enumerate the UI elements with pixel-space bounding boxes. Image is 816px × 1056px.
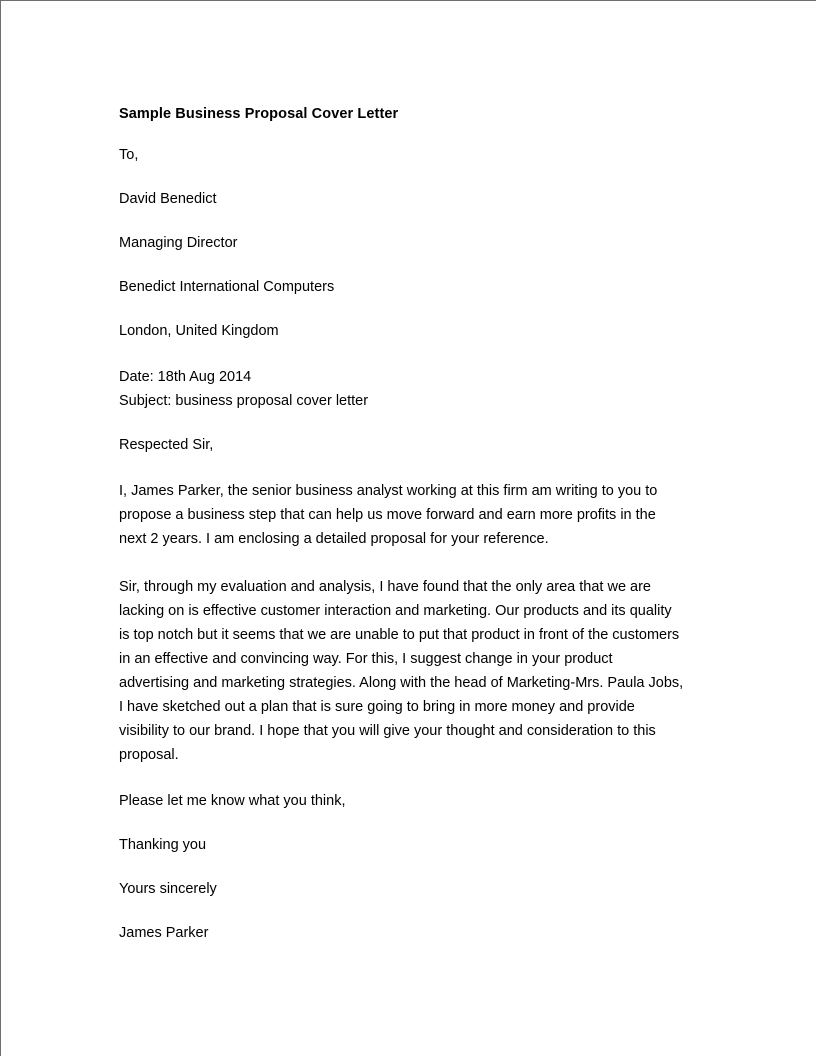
recipient-location: London, United Kingdom xyxy=(119,323,279,339)
recipient-company: Benedict International Computers xyxy=(119,279,335,295)
recipient-salutation: To, xyxy=(119,147,139,163)
letter-meta-block xyxy=(119,365,689,413)
subject-line: Subject: business proposal cover letter xyxy=(119,393,369,409)
body-paragraph-1: I, James Parker, the senior business analyst working at this firm am writing to you to propose a business step that can help us move forward and earn more profits in the next 2 years. I am enclosing a detailed proposal for your reference. xyxy=(119,483,658,547)
page-title: Sample Business Proposal Cover Letter xyxy=(119,106,399,122)
closing-call-to-action: Please let me know what you think, xyxy=(119,793,346,809)
letter-body xyxy=(119,105,689,943)
greeting: Respected Sir, xyxy=(119,437,214,453)
closing-thanks: Thanking you xyxy=(119,837,207,853)
date-line: Date: 18th Aug 2014 xyxy=(119,369,252,385)
body-paragraph-2: Sir, through my evaluation and analysis, I have found that the only area that we are lacking on is effective customer interaction and marketing. Our products and its quality is top notch but it seems that we are unable to put that product in front of the customers in an effective and convincing way. For this, I suggest change in your product advertising and marketing strategies. Along with the head of Marketing-Mrs. Paula Jobs, I have sketched out a plan that is sure going to bring in more money and provide visibility to our brand. I hope that you will give your thought and consideration to this proposal. xyxy=(119,579,684,763)
signature-name: James Parker xyxy=(119,925,209,941)
recipient-job-title: Managing Director xyxy=(119,235,238,251)
recipient-name: David Benedict xyxy=(119,191,217,207)
closing-sign-off: Yours sincerely xyxy=(119,881,217,897)
